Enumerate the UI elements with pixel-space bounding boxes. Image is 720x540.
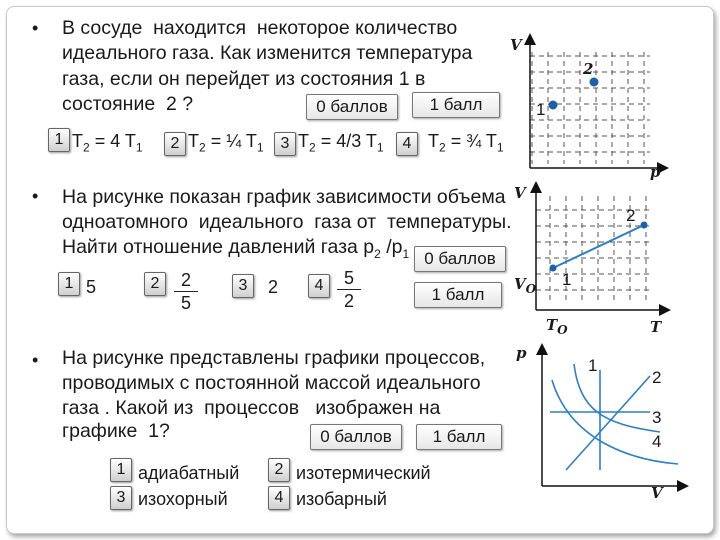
q1-option-4-text: $T_2$ = ¾ $T_1$ bbox=[428, 131, 504, 155]
q1-option-3-text: $T_2 = 4/3$ $T_1$ bbox=[298, 131, 384, 155]
q2-point-2 bbox=[641, 222, 648, 229]
q1-score-zero-button[interactable]: 0 баллов bbox=[306, 94, 398, 120]
q2-line-2: одноатомного идеального газа от температуры. bbox=[62, 211, 512, 233]
q2-axis-t-label: T bbox=[650, 318, 662, 336]
q3-option-2-button[interactable]: 2 bbox=[268, 458, 290, 482]
q1-point-1 bbox=[549, 101, 558, 110]
q3-option-2-label: изотермический bbox=[296, 463, 431, 483]
q3-axis-p-label: p bbox=[516, 344, 527, 362]
q1-line-3: газа, если он перейдет из состояния 1 в bbox=[62, 68, 426, 90]
q3-bullet: • bbox=[32, 350, 39, 370]
q2-option-4-button[interactable]: 4 bbox=[308, 274, 330, 298]
q1-line-4: состояние 2 ? bbox=[62, 93, 194, 115]
q3-pv-graph bbox=[510, 340, 690, 520]
q3-option-1-button[interactable]: 1 bbox=[110, 458, 132, 482]
q2-option-3-button[interactable]: 3 bbox=[232, 274, 254, 298]
q1-option-4-button[interactable]: 4 bbox=[396, 132, 418, 156]
q2-axis-v-label: V bbox=[514, 184, 526, 202]
q1-point-2-label: 2 bbox=[583, 60, 594, 78]
q2-option-2-button[interactable]: 2 bbox=[144, 272, 166, 296]
q3-score-zero-button[interactable]: 0 баллов bbox=[310, 424, 402, 450]
q3-curve-1-label: 1 bbox=[588, 356, 598, 375]
q1-option-2-text: $T_2$ = ¼ $T_1$ bbox=[188, 131, 264, 155]
q2-bullet: • bbox=[32, 186, 39, 206]
q2-score-one-button[interactable]: 1 балл bbox=[414, 282, 502, 308]
q1-score-one-button[interactable]: 1 балл bbox=[412, 92, 500, 118]
q3-curve-5 bbox=[574, 364, 660, 432]
q3-line-2: проводимых с постоянной массой идеального bbox=[62, 372, 481, 394]
q3-score-one-button[interactable]: 1 балл bbox=[416, 424, 502, 450]
q2-option-1-value: 5 bbox=[86, 277, 97, 297]
q2-option-3-value: 2 bbox=[268, 277, 279, 297]
q2-t0-label: $T_O$ bbox=[546, 316, 568, 337]
q1-axis-v-label: V bbox=[510, 36, 522, 54]
q2-option-4-denominator: 2 bbox=[343, 291, 354, 311]
q1-point-2 bbox=[590, 78, 599, 87]
q3-curve-2 bbox=[566, 376, 650, 470]
q1-option-1-text: $T_2 = 4$ $T_1$ bbox=[72, 131, 143, 155]
q1-option-3-button[interactable]: 3 bbox=[274, 132, 296, 156]
q3-curve-3-label: 3 bbox=[652, 408, 662, 427]
q3-option-3-button[interactable]: 3 bbox=[110, 486, 132, 510]
q2-line-1: На рисунке показан график зависимости объема bbox=[62, 186, 506, 208]
q3-axis-v-label: V bbox=[651, 484, 663, 502]
q2-v0-label: $V_O$ bbox=[514, 275, 537, 296]
q2-option-2-numerator: 2 bbox=[180, 270, 191, 290]
q3-option-4-button[interactable]: 4 bbox=[268, 486, 290, 510]
q1-option-2-button[interactable]: 2 bbox=[164, 132, 186, 156]
q2-line-3: Найти отношение давлений газа $p_2$ $/p_1$ bbox=[62, 236, 410, 261]
q2-option-2-fraction bbox=[174, 270, 198, 313]
q2-option-1-button[interactable]: 1 bbox=[58, 272, 80, 296]
q1-point-1-label: 1 bbox=[536, 100, 546, 119]
q1-line-2: идеального газа. Как изменится температура bbox=[62, 42, 473, 64]
q2-option-4-fraction bbox=[337, 268, 361, 311]
q3-line-1: На рисунке представлены графики процессов, bbox=[62, 347, 486, 369]
q2-score-zero-button[interactable]: 0 баллов bbox=[414, 246, 506, 272]
q2-point-1 bbox=[550, 265, 557, 272]
q3-option-4-label: изобарный bbox=[296, 489, 387, 509]
q2-option-4-numerator: 5 bbox=[343, 268, 354, 288]
q3-curve-2-label: 2 bbox=[652, 368, 662, 387]
q3-option-1-label: адиабатный bbox=[138, 463, 240, 483]
q2-vt-graph bbox=[500, 180, 680, 330]
q2-point-1-label: 1 bbox=[562, 270, 572, 289]
q1-bullet: • bbox=[32, 18, 39, 38]
q3-line-4: графике 1? bbox=[62, 420, 170, 442]
q3-line-3: газа . Какой из процессов изображен на bbox=[62, 397, 441, 419]
q1-axis-p-label: p bbox=[650, 163, 661, 181]
q3-curve-4-label: 4 bbox=[652, 432, 662, 451]
q2-option-2-denominator: 5 bbox=[180, 293, 191, 313]
q2-point-2-label: 2 bbox=[626, 206, 636, 225]
q3-option-3-label: изохорный bbox=[138, 489, 228, 509]
q1-line-1: В сосуде находится некоторое количество bbox=[62, 17, 458, 39]
q1-option-1-button[interactable]: 1 bbox=[48, 128, 70, 152]
